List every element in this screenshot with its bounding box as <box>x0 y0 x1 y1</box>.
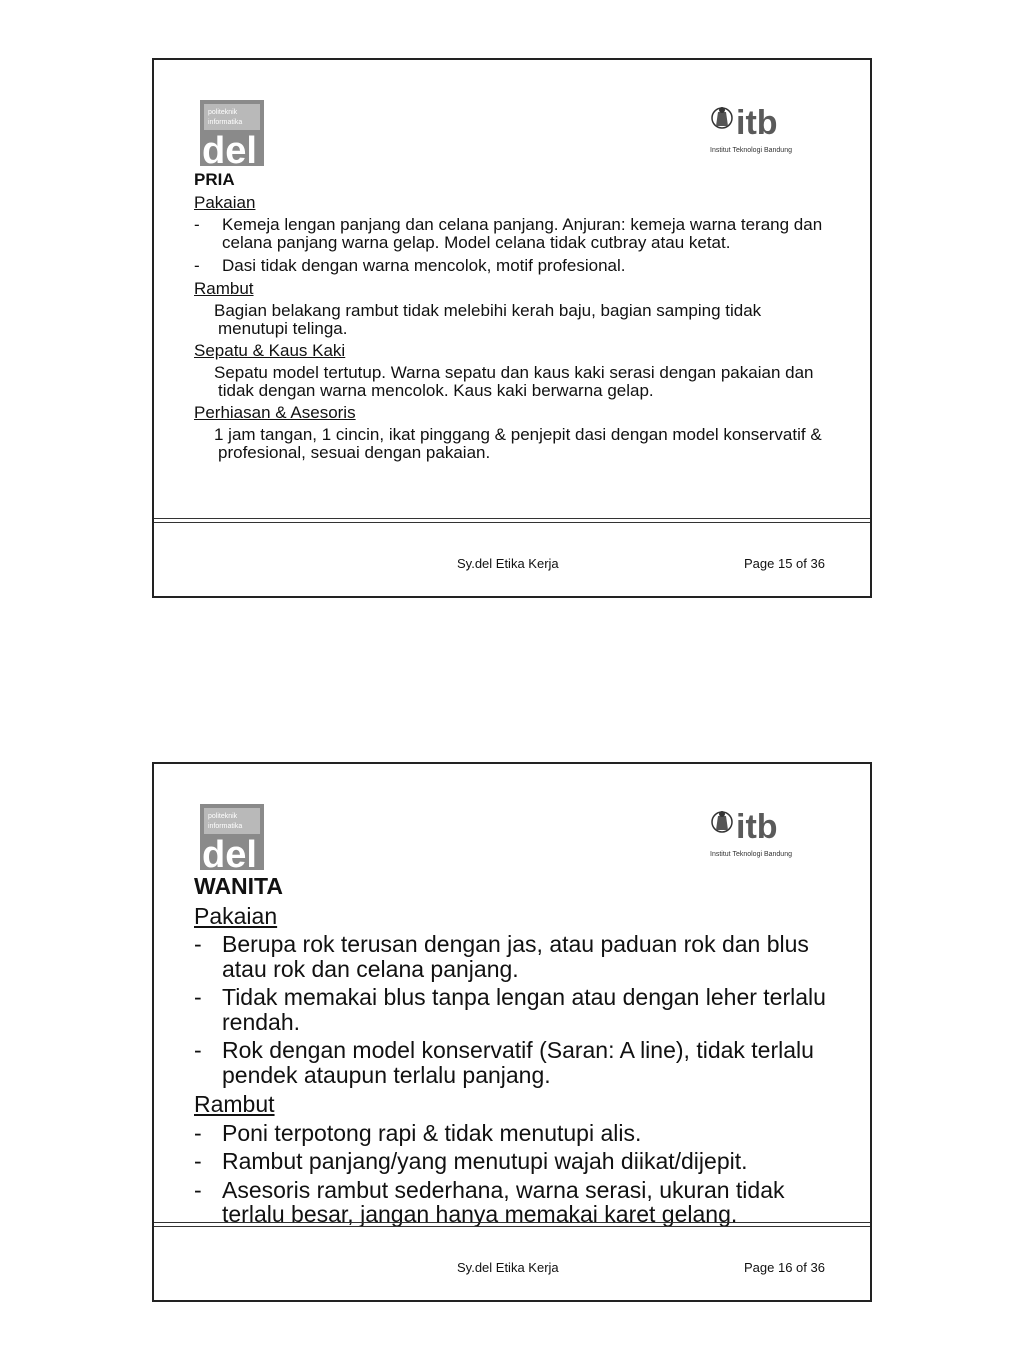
list-item <box>194 1178 834 1227</box>
slide-content <box>194 171 834 466</box>
list-item-text: Rok dengan model konservatif (Saran: A line), tidak terlalu pendek ataupun terlalu panjang. <box>222 1037 814 1088</box>
footer-divider <box>154 1222 870 1223</box>
page-number: Page 16 of 36 <box>744 1260 825 1275</box>
list-item-text: Dasi tidak dengan warna mencolok, motif profesional. <box>222 256 626 275</box>
section-title-rambut: Rambut <box>194 279 254 298</box>
del-logo-text-politeknik: politeknik <box>208 813 238 820</box>
list-item <box>194 1121 834 1146</box>
slide-heading: WANITA <box>194 873 284 899</box>
list-item-text: Poni terpotong rapi & tidak menutupi alis. <box>222 1119 642 1146</box>
del-logo-text-informatika: informatika <box>208 823 243 830</box>
itb-emblem-icon <box>712 107 732 128</box>
itb-logo-caption: Institut Teknologi Bandung <box>710 147 792 154</box>
bullet-list <box>194 216 834 275</box>
del-logo <box>200 100 264 166</box>
bullet-list <box>194 1121 834 1227</box>
itb-logo-caption: Institut Teknologi Bandung <box>710 851 792 858</box>
bullet-dash: - <box>194 984 202 1010</box>
list-item <box>194 1038 834 1087</box>
bullet-dash: - <box>194 1119 202 1146</box>
bullet-list <box>194 932 834 1087</box>
list-item-text: Berupa rok terusan dengan jas, atau paduan rok dan blus atau rok dan celana panjang. <box>222 931 809 982</box>
section-title-perhiasan: Perhiasan & Asesoris <box>194 403 356 422</box>
page-number: Page 15 of 36 <box>744 556 825 571</box>
bullet-dash: - <box>194 1037 202 1063</box>
itb-logo-text: itb <box>736 808 778 846</box>
del-logo-text-informatika: informatika <box>208 119 243 126</box>
slide-heading: PRIA <box>194 170 235 189</box>
footer-divider <box>154 518 870 519</box>
bullet-dash: - <box>194 1176 202 1203</box>
footer-divider <box>154 1226 870 1227</box>
del-logo-text-del: del <box>202 130 257 166</box>
list-item <box>194 216 834 252</box>
section-title-pakaian: Pakaian <box>194 902 278 929</box>
slide-page-15 <box>152 58 872 598</box>
footer-title: Sy.del Etika Kerja <box>457 1260 559 1275</box>
del-logo-text-politeknik: politeknik <box>208 109 238 116</box>
list-item-text: Asesoris rambut sederhana, warna serasi, ukuran tidak terlalu besar, jangan hanya memakai karet gelang. <box>222 1176 785 1227</box>
list-item-text: Kemeja lengan panjang dan celana panjang. Anjuran: kemeja warna terang dan celana panjang warna gelap. Model celana tidak cutbray atau ketat. <box>222 215 823 252</box>
section-title-rambut: Rambut <box>194 1091 275 1117</box>
del-logo-text-del: del <box>202 834 257 870</box>
list-item <box>194 932 834 981</box>
itb-logo <box>710 802 822 862</box>
list-item <box>194 985 834 1034</box>
section-text-perhiasan: 1 jam tangan, 1 cincin, ikat pinggang & penjepit dasi dengan model konservatif & profesional, sesuai dengan pakaian. <box>214 425 822 462</box>
bullet-dash: - <box>194 931 202 957</box>
section-text-rambut: Bagian belakang rambut tidak melebihi kerah baju, bagian samping tidak menutupi telinga. <box>214 301 762 338</box>
itb-emblem-icon <box>712 811 732 832</box>
list-item-text: Rambut panjang/yang menutupi wajah diikat/dijepit. <box>222 1148 748 1174</box>
footer-title: Sy.del Etika Kerja <box>457 556 559 571</box>
slide-page-16 <box>152 762 872 1302</box>
itb-logo-text: itb <box>736 104 778 142</box>
itb-logo <box>710 98 822 158</box>
section-text-sepatu: Sepatu model tertutup. Warna sepatu dan kaus kaki serasi dengan pakaian dan tidak dengan warna mencolok. Kaus kaki berwarna gelap. <box>214 363 814 400</box>
del-logo <box>200 804 264 870</box>
bullet-dash: - <box>194 215 200 234</box>
bullet-dash: - <box>194 256 200 275</box>
slide-content <box>194 874 834 1231</box>
section-title-pakaian: Pakaian <box>194 193 256 212</box>
footer-divider <box>154 522 870 523</box>
list-item <box>194 1149 834 1174</box>
bullet-dash: - <box>194 1148 202 1174</box>
list-item-text: Tidak memakai blus tanpa lengan atau dengan leher terlalu rendah. <box>222 984 826 1035</box>
section-title-sepatu: Sepatu & Kaus Kaki <box>194 341 346 360</box>
list-item <box>194 257 834 275</box>
